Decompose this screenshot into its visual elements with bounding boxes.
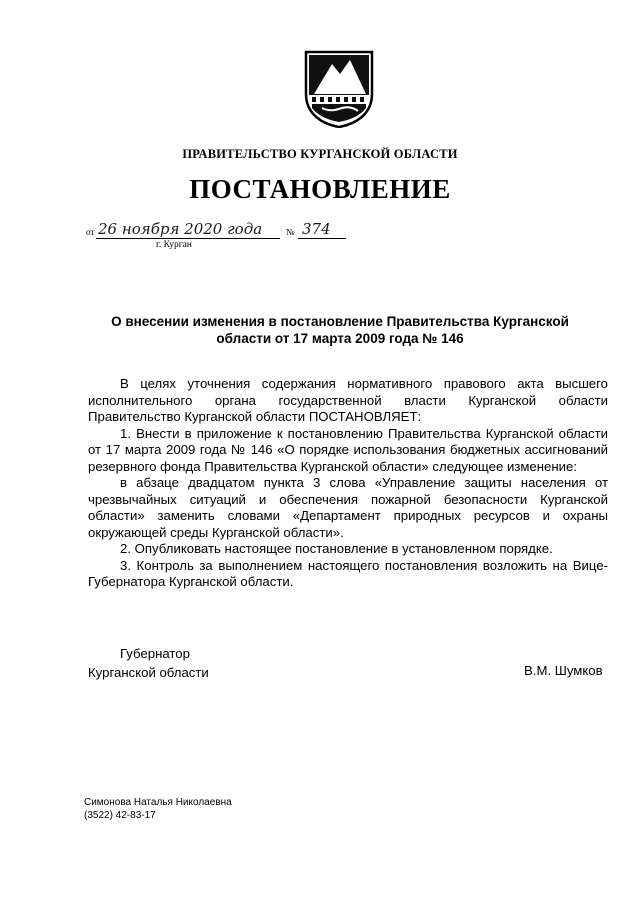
number-label: № — [286, 227, 295, 237]
number-underline — [298, 238, 346, 239]
from-label: от — [86, 227, 95, 237]
date-value: 26 ноября 2020 года — [98, 220, 263, 238]
body-paragraph: 3. Контроль за выполнением настоящего постановления возложить на Вице-Губернатора Курганской области. — [88, 557, 608, 589]
city-label: г. Курган — [156, 240, 192, 250]
body-paragraph: в абзаце двадцатом пункта 3 слова «Управление защиты населения от чрезвычайных ситуаций и обеспечения пожарной безопасности Курганской области» заменить словами «Департамент природных ресурсов и охраны окружающей среды Курганской области». — [88, 475, 608, 540]
executor-phone: (3522) 42-83-17 — [84, 810, 156, 821]
document-body — [88, 376, 608, 591]
body-paragraph: 1. Внести в приложение к постановлению Правительства Курганской области от 17 марта 2009 года № 146 «О порядке использования бюджетных ассигнований резервного фонда Правительства Курганской области» следующее изменение: — [88, 425, 608, 474]
position-line-1: Губернатор — [120, 646, 190, 661]
government-name: ПРАВИТЕЛЬСТВО КУРГАНСКОЙ ОБЛАСТИ — [182, 147, 458, 161]
signatory-position — [88, 644, 209, 682]
body-paragraph: 2. Опубликовать настоящее постановление в установленном порядке. — [120, 541, 553, 556]
document-subject: О внесении изменения в постановление Правительства Курганской области от 17 марта 2009 года № 146 — [111, 314, 569, 346]
position-line-2: Курганской области — [88, 665, 209, 680]
date-line — [86, 221, 356, 241]
signatory-name: В.М. Шумков — [524, 663, 603, 678]
body-paragraph: В целях уточнения содержания нормативного правового акта высшего исполнительного органа государственной власти Курганской области Правительство Курганской области ПОСТАНОВЛЯЕТ: — [88, 376, 608, 424]
executor-info — [84, 796, 232, 822]
coat-of-arms-icon — [300, 48, 378, 128]
executor-name: Симонова Наталья Николаевна — [84, 797, 232, 808]
number-value: 374 — [302, 220, 331, 238]
date-underline — [96, 238, 280, 239]
document-title: ПОСТАНОВЛЕНИЕ — [189, 174, 451, 204]
